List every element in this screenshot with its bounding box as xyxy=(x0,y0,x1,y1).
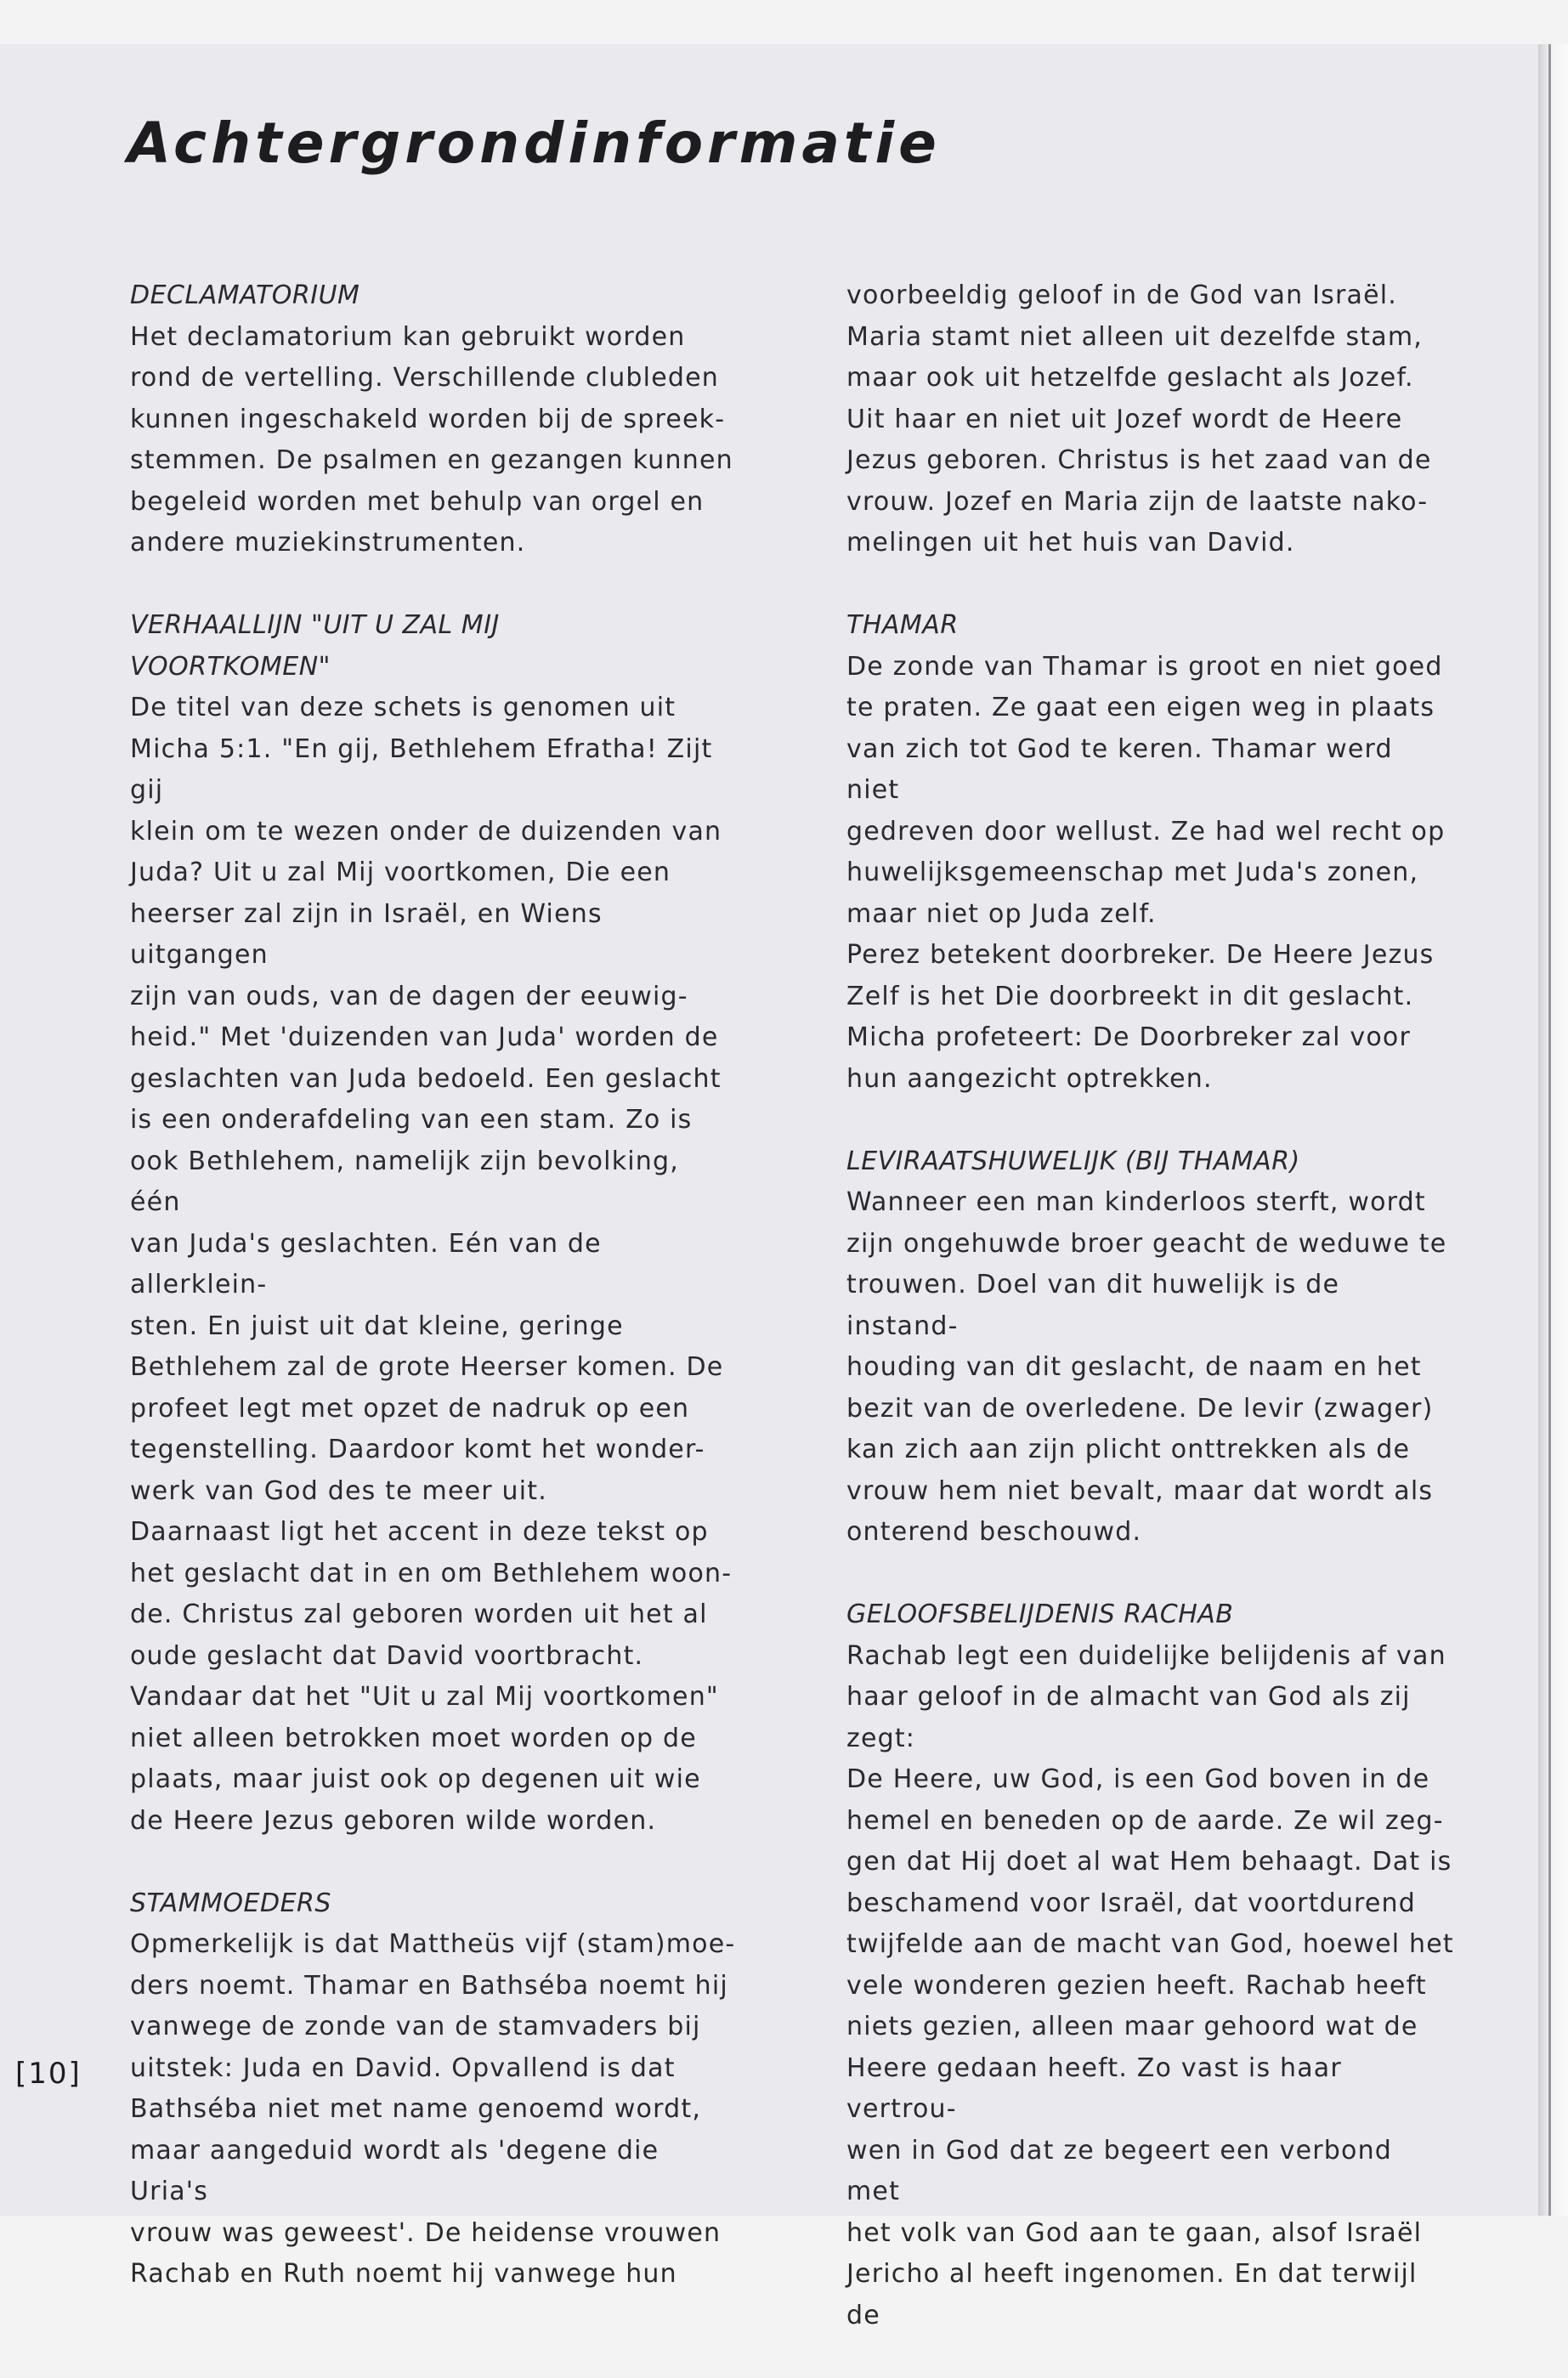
text-line: sten. En juist uit dat kleine, geringe xyxy=(130,1311,624,1341)
text-line: heid." Met 'duizenden van Juda' worden de xyxy=(130,1022,719,1052)
text-line: Wanneer een man kinderloos sterft, wordt xyxy=(846,1187,1426,1217)
text-line: vele wonderen gezien heeft. Rachab heeft xyxy=(846,1970,1427,2001)
text-line: heerser zal zijn in Israël, en Wiens uitgangen xyxy=(130,898,603,970)
page-number: [10] xyxy=(15,2057,82,2091)
text-line: ders noemt. Thamar en Bathséba noemt hij xyxy=(130,1970,728,2001)
text-line: bezit van de overledene. De levir (zwager) xyxy=(846,1393,1434,1424)
text-line: onterend beschouwd. xyxy=(846,1517,1142,1547)
text-line: maar niet op Juda zelf. xyxy=(846,898,1157,929)
text-section xyxy=(846,605,1454,1100)
text-line: voorbeeldig geloof in de God van Israël. xyxy=(846,280,1397,310)
text-line: kunnen ingeschakeld worden bij de spreek- xyxy=(130,404,726,434)
text-line: Maria stamt niet alleen uit dezelfde stam, xyxy=(846,321,1423,352)
text-line: Jericho al heeft ingenomen. En dat terwijl de xyxy=(846,2259,1418,2330)
text-line: tegenstelling. Daardoor komt het wonder- xyxy=(130,1435,705,1464)
text-line: zijn van ouds, van de dagen der eeuwig- xyxy=(130,981,688,1011)
text-line: van Juda's geslachten. Eén van de allerklein- xyxy=(130,1228,602,1299)
text-line: wen in God dat ze begeert een verbond met xyxy=(846,2135,1393,2206)
text-line: Rachab en Ruth noemt hij vanwege hun xyxy=(130,2259,677,2289)
text-section xyxy=(130,605,738,1842)
page-spine-line xyxy=(1548,44,1551,2216)
page-edge xyxy=(1538,44,1568,2216)
text-line: Jezus geboren. Christus is het zaad van de xyxy=(846,445,1432,475)
text-line: Bathséba niet met name genoemd wordt, xyxy=(130,2094,702,2124)
text-line: profeet legt met opzet de nadruk op een xyxy=(130,1393,690,1424)
text-line: beschamend voor Israël, dat voortdurend xyxy=(846,1888,1417,1918)
text-line: Het declamatorium kan gebruikt worden xyxy=(130,321,686,352)
text-line: gen dat Hij doet al wat Hem behaagt. Dat is xyxy=(846,1847,1452,1877)
text-line: uitstek: Juda en David. Opvallend is dat xyxy=(130,2052,676,2083)
text-line: stemmen. De psalmen en gezangen kunnen xyxy=(130,445,733,475)
right-column xyxy=(846,275,1454,2378)
text-line: Heere gedaan heeft. Zo vast is haar vertrou- xyxy=(846,2052,1342,2124)
page-title: Achtergrondinformatie xyxy=(127,110,941,176)
text-line: geslachten van Juda bedoeld. Een geslacht xyxy=(130,1063,722,1094)
text-line: Micha profeteert: De Doorbreker zal voor xyxy=(846,1022,1411,1052)
text-line: kan zich aan zijn plicht onttrekken als de xyxy=(846,1435,1411,1464)
text-line: vrouw hem niet bevalt, maar dat wordt als xyxy=(846,1475,1434,1506)
text-line: klein om te wezen onder de duizenden van xyxy=(130,816,722,846)
text-line: De zonde van Thamar is groot en niet goed xyxy=(846,651,1443,682)
text-line: is een onderafdeling van een stam. Zo is xyxy=(130,1105,693,1135)
text-line: maar aangeduid wordt als 'degene die Uria's xyxy=(130,2135,659,2206)
text-line: Bethlehem zal de grote Heerser komen. De xyxy=(130,1352,724,1382)
text-line: het volk van God aan te gaan, alsof Israël xyxy=(846,2217,1423,2248)
section-heading: VERHAALLIJN "UIT U ZAL MIJ xyxy=(130,610,500,640)
text-line: de Heere Jezus geboren wilde worden. xyxy=(130,1805,657,1836)
left-column xyxy=(130,275,738,2336)
text-line: het geslacht dat in en om Bethlehem woon- xyxy=(130,1558,733,1588)
text-line: gedreven door wellust. Ze had wel recht op xyxy=(846,816,1446,846)
text-line: trouwen. Doel van dit huwelijk is de instand- xyxy=(846,1270,1340,1341)
text-section xyxy=(130,1883,738,2296)
text-line: melingen uit het huis van David. xyxy=(846,528,1295,558)
section-heading: DECLAMATORIUM xyxy=(130,280,360,310)
text-line: Juda? Uit u zal Mij voortkomen, Die een xyxy=(130,858,671,887)
text-section xyxy=(846,275,1454,564)
text-section xyxy=(846,1594,1454,2336)
text-line: De Heere, uw God, is een God boven in de xyxy=(846,1764,1430,1794)
text-line: haar geloof in de almacht van God als zij zegt: xyxy=(846,1682,1411,1753)
text-line: twijfelde aan de macht van God, hoewel het xyxy=(846,1929,1454,1959)
text-line: de. Christus zal geboren worden uit het al xyxy=(130,1599,708,1629)
text-line: Zelf is het Die doorbreekt in dit geslacht. xyxy=(846,981,1414,1011)
section-heading: THAMAR xyxy=(846,610,959,640)
text-line: huwelijksgemeenschap met Juda's zonen, xyxy=(846,858,1419,887)
text-line: werk van God des te meer uit. xyxy=(130,1475,547,1506)
text-line: plaats, maar juist ook op degenen uit wie xyxy=(130,1764,701,1794)
text-line: begeleid worden met behulp van orgel en xyxy=(130,486,705,517)
text-line: Rachab legt een duidelijke belijdenis af van xyxy=(846,1640,1446,1671)
text-line: hemel en beneden op de aarde. Ze wil zeg- xyxy=(846,1805,1444,1836)
text-line: Uit haar en niet uit Jozef wordt de Heere xyxy=(846,404,1403,434)
text-line: van zich tot God te keren. Thamar werd niet xyxy=(846,733,1393,805)
text-line: Micha 5:1. "En gij, Bethlehem Efratha! Zijt gij xyxy=(130,733,713,805)
text-line: zijn ongehuwde broer geacht de weduwe te xyxy=(846,1228,1447,1259)
text-line: te praten. Ze gaat een eigen weg in plaats xyxy=(846,693,1435,722)
text-line: Daarnaast ligt het accent in deze tekst op xyxy=(130,1517,709,1547)
section-heading: VOORTKOMEN" xyxy=(130,651,331,682)
text-line: Opmerkelijk is dat Mattheüs vijf (stam)moe- xyxy=(130,1929,736,1959)
section-heading: LEVIRAATSHUWELIJK (BIJ THAMAR) xyxy=(846,1146,1300,1176)
text-line: vrouw was geweest'. De heidense vrouwen xyxy=(130,2217,722,2248)
text-line: hun aangezicht optrekken. xyxy=(846,1063,1213,1094)
text-line: De titel van deze schets is genomen uit xyxy=(130,693,676,722)
section-heading: GELOOFSBELIJDENIS RACHAB xyxy=(846,1599,1234,1629)
text-line: oude geslacht dat David voortbracht. xyxy=(130,1640,644,1671)
text-line: houding van dit geslacht, de naam en het xyxy=(846,1352,1422,1382)
text-line: andere muziekinstrumenten. xyxy=(130,528,526,558)
text-line: rond de vertelling. Verschillende clubleden xyxy=(130,363,719,393)
text-line: maar ook uit hetzelfde geslacht als Jozef. xyxy=(846,363,1414,393)
text-line: Vandaar dat het "Uit u zal Mij voortkomen" xyxy=(130,1682,719,1712)
text-line: vanwege de zonde van de stamvaders bij xyxy=(130,2012,701,2041)
text-line: niet alleen betrokken moet worden op de xyxy=(130,1723,697,1753)
text-section xyxy=(846,1141,1454,1554)
text-line: Perez betekent doorbreker. De Heere Jezus xyxy=(846,940,1435,970)
section-heading: STAMMOEDERS xyxy=(130,1888,331,1918)
text-line: ook Bethlehem, namelijk zijn bevolking, één xyxy=(130,1146,679,1217)
text-line: vrouw. Jozef en Maria zijn de laatste nako- xyxy=(846,486,1429,517)
text-section xyxy=(130,275,738,564)
text-line: niets gezien, alleen maar gehoord wat de xyxy=(846,2012,1418,2041)
